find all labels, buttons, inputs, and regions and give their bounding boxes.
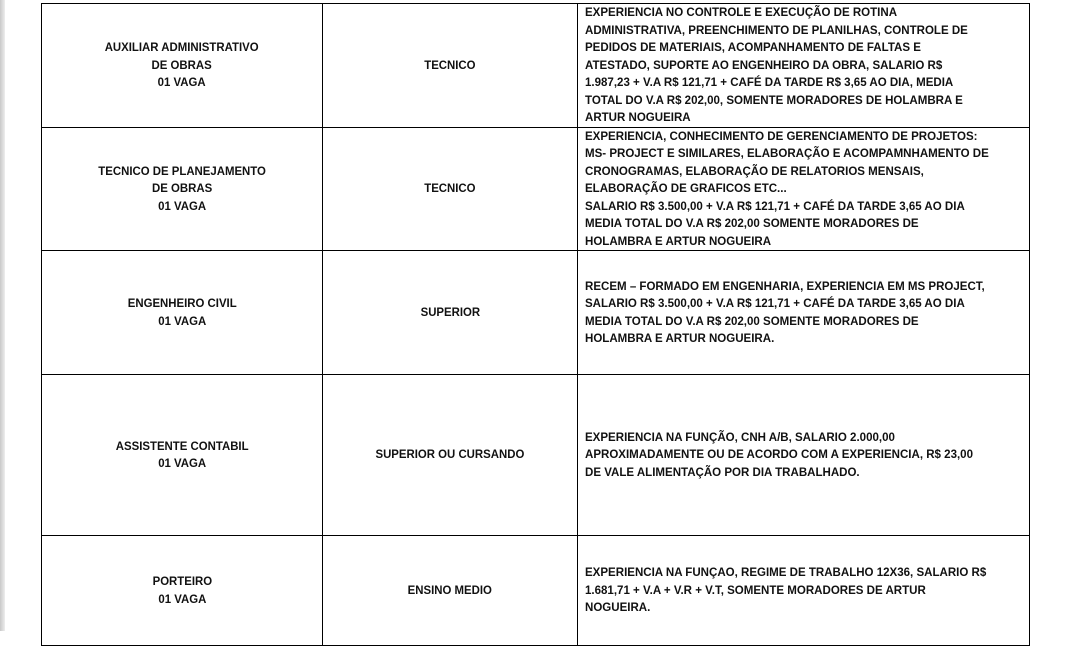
vacancy-count: 01 VAGA — [158, 198, 206, 213]
description-line: ADMINISTRATIVA, PREENCHIMENTO DE PLANILHAS, CONTROLE DE — [585, 22, 968, 37]
description-line: RECEM – FORMADO EM ENGENHARIA, EXPERIENCIA EM MS PROJECT, — [585, 278, 985, 293]
description-line: HOLAMBRA E ARTUR NOGUEIRA. — [585, 331, 775, 345]
description-cell — [578, 251, 1030, 375]
education-level: SUPERIOR — [420, 304, 480, 319]
vacancy-count: 01 VAGA — [158, 591, 206, 606]
description-cell — [578, 536, 1030, 646]
vacancy-count: 01 VAGA — [158, 313, 206, 328]
description-line: ELABORAÇÃO DE GRAFICOS ETC... — [585, 181, 787, 195]
description-line: MEDIA TOTAL DO V.A R$ 202,00 SOMENTE MORADORES DE — [585, 216, 919, 230]
description-cell — [578, 375, 1030, 536]
description-line: EXPERIENCIA NO CONTROLE E EXECUÇÃO DE ROTINA — [585, 5, 898, 19]
job-title-line: DE OBRAS — [151, 181, 213, 195]
job-title-line: DE OBRAS — [151, 57, 213, 72]
education-cell — [323, 536, 578, 646]
vacancy-count: 01 VAGA — [158, 75, 206, 89]
job-title-cell — [42, 4, 323, 128]
description-line: APROXIMADAMENTE OU DE ACORDO COM A EXPERIENCIA, R$ 23,00 — [585, 447, 974, 462]
table-row — [42, 127, 1030, 251]
table-row — [42, 251, 1030, 375]
job-title-cell — [42, 536, 323, 646]
vacancy-count: 01 VAGA — [158, 456, 206, 470]
table-row — [42, 536, 1030, 646]
job-title-cell — [42, 251, 323, 375]
job-title-line: ASSISTENTE CONTABIL — [115, 438, 249, 453]
description-line: NOGUEIRA. — [585, 600, 651, 615]
description-line: ARTUR NOGUEIRA — [585, 110, 691, 124]
job-title-cell — [42, 375, 323, 536]
job-vacancies-table — [41, 3, 1030, 646]
description-line: CRONOGRAMAS, ELABORAÇÃO DE RELATORIOS MENSAIS, — [585, 163, 924, 178]
description-cell — [578, 127, 1030, 251]
document-page — [5, 0, 1066, 631]
education-level: TECNICO — [424, 181, 476, 195]
description-line: SALARIO R$ 3.500,00 + V.A R$ 121,71 + CAFÉ DA TARDE 3,65 AO DIA — [585, 198, 965, 213]
description-line: EXPERIENCIA NA FUNÇAO, REGIME DE TRABALHO 12X36, SALARIO R$ — [585, 565, 987, 580]
description-line: 1.987,23 + V.A R$ 121,71 + CAFÉ DA TARDE R$ 3,65 AO DIA, MEDIA — [585, 75, 954, 89]
job-title-line: ENGENHEIRO CIVIL — [127, 296, 237, 310]
job-title-line: TECNICO DE PLANEJAMENTO — [98, 163, 266, 178]
description-line: 1.681,71 + V.A + V.R + V.T, SOMENTE MORADORES DE ARTUR — [585, 582, 926, 597]
description-cell — [578, 4, 1030, 128]
job-title-line: PORTEIRO — [152, 574, 212, 588]
description-line: EXPERIENCIA NA FUNÇÃO, CNH A/B, SALARIO 2.000,00 — [585, 429, 895, 444]
table-row — [42, 375, 1030, 536]
description-line: TOTAL DO V.A R$ 202,00, SOMENTE MORADORES DE HOLAMBRA E — [585, 92, 963, 107]
description-line: SALARIO R$ 3.500,00 + V.A R$ 121,71 + CAFÉ DA TARDE 3,65 AO DIA — [585, 296, 965, 310]
education-level: SUPERIOR OU CURSANDO — [375, 447, 525, 462]
description-line: HOLAMBRA E ARTUR NOGUEIRA — [585, 233, 772, 248]
education-cell — [323, 127, 578, 251]
description-line: ATESTADO, SUPORTE AO ENGENHEIRO DA OBRA, SALARIO R$ — [585, 57, 943, 72]
education-level: ENSINO MEDIO — [407, 582, 493, 597]
education-cell — [323, 4, 578, 128]
job-title-line: AUXILIAR ADMINISTRATIVO — [105, 40, 259, 54]
description-line: MEDIA TOTAL DO V.A R$ 202,00 SOMENTE MORADORES DE — [585, 313, 919, 328]
description-line: EXPERIENCIA, CONHECIMENTO DE GERENCIAMENTO DE PROJETOS: — [585, 128, 978, 143]
education-cell — [323, 375, 578, 536]
education-level: TECNICO — [424, 57, 476, 72]
description-line: DE VALE ALIMENTAÇÃO POR DIA TRABALHADO. — [585, 464, 860, 479]
description-line: PEDIDOS DE MATERIAIS, ACOMPANHAMENTO DE FALTAS E — [585, 40, 921, 54]
education-cell — [323, 251, 578, 375]
job-title-cell — [42, 127, 323, 251]
description-line: MS- PROJECT E SIMILARES, ELABORAÇÃO E ACOMPAMNHAMENTO DE — [585, 146, 989, 160]
table-row — [42, 4, 1030, 128]
